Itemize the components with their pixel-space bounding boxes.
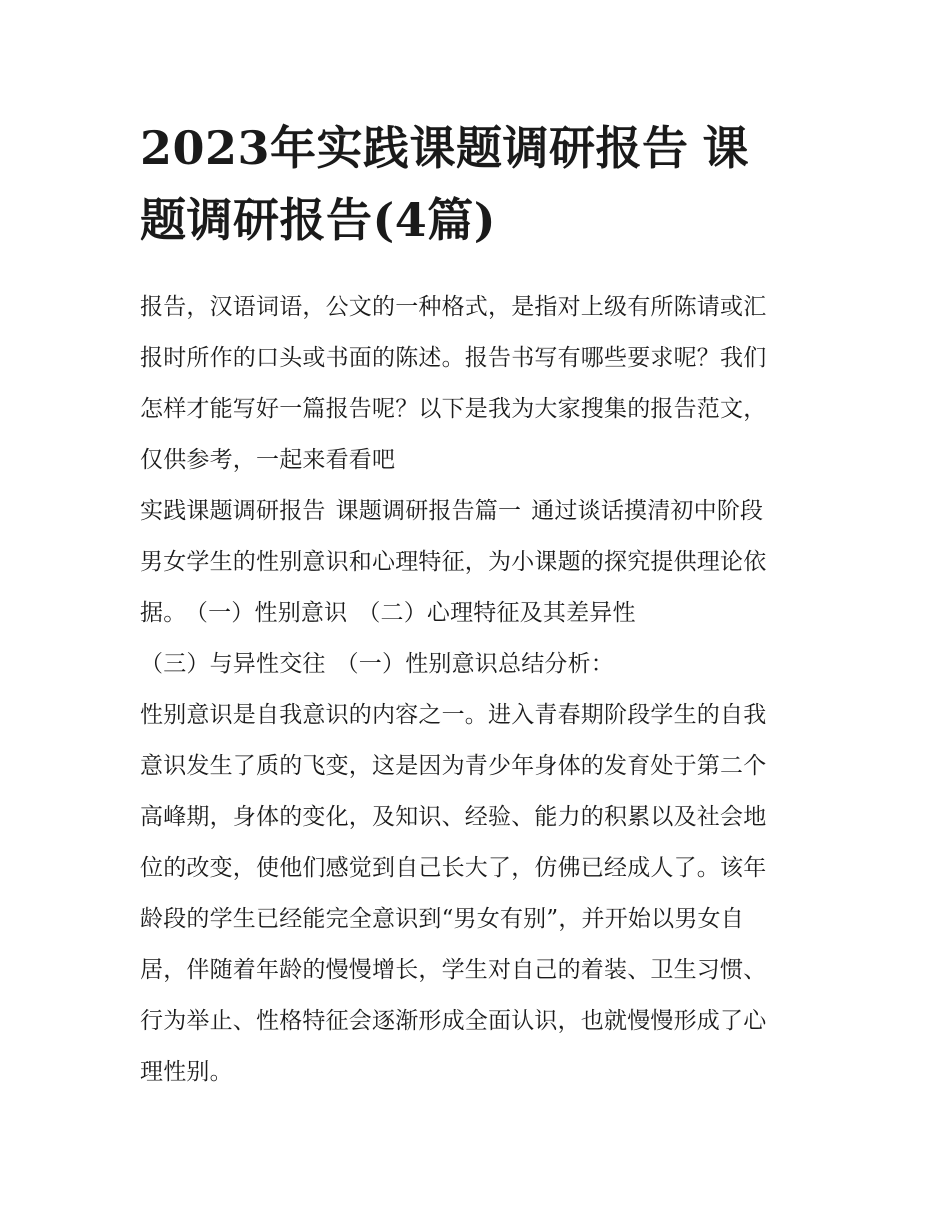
- body-text-segment: 行为举止、性格特征会逐渐形成全面认识，也就慢慢形成了心: [140, 1008, 767, 1034]
- body-text-segment: 通过谈话摸清初中阶段: [531, 498, 764, 524]
- body-text-segment: （三）与异性交往: [140, 651, 326, 677]
- body-text-segment: 实践课题调研报告: [140, 498, 326, 524]
- body-line: [140, 384, 820, 435]
- document-title: [140, 112, 820, 256]
- body-text-segment: 怎样才能写好一篇报告呢？以下是我为大家搜集的报告范文，: [140, 396, 767, 422]
- title-line-1: [140, 112, 820, 184]
- body-line: [140, 843, 820, 894]
- body-line: [140, 486, 820, 537]
- body-text-segment: 仅供参考，一起来看看吧: [140, 447, 396, 473]
- body-text-segment: 男女学生的性别意识和心理特征，为小课题的探究提供理论依: [140, 549, 767, 575]
- body-line: [140, 894, 820, 945]
- body-line: [140, 588, 820, 639]
- body-text-segment: 理性别。: [140, 1059, 233, 1085]
- body-text-segment: 性别意识是自我意识的内容之一。进入青春期阶段学生的自我: [140, 702, 767, 728]
- body-line: [140, 435, 820, 486]
- body-text-segment: 居，伴随着年龄的慢慢增长，学生对自己的着装、卫生习惯、: [140, 957, 767, 983]
- body-text-segment: （一）性别意识: [196, 600, 348, 626]
- body-text-segment: （一）性别意识总结分析：: [335, 651, 615, 677]
- body-text-segment: 据。: [140, 600, 187, 626]
- body-line: [140, 996, 820, 1047]
- title-line-2: 题调研报告(4篇): [140, 193, 497, 247]
- body-line: [140, 690, 820, 741]
- body-line: [140, 945, 820, 996]
- body-text-segment: 报告，汉语词语，公文的一种格式，是指对上级有所陈请或汇: [140, 294, 767, 320]
- body-line: [140, 282, 820, 333]
- body-text-segment: 意识发生了质的飞变，这是因为青少年身体的发育处于第二个: [140, 753, 767, 779]
- title-part: 2023年实践课题调研报告: [140, 121, 689, 175]
- body-line: [140, 1047, 820, 1098]
- body-text-segment: 课题调研报告篇一: [335, 498, 522, 524]
- body-text-segment: 龄段的学生已经能完全意识到“男女有别”，并开始以男女自: [140, 906, 744, 932]
- body-text-segment: （二）心理特征及其差异性: [357, 600, 636, 626]
- body-text-segment: 高峰期，身体的变化，及知识、经验、能力的积累以及社会地: [140, 804, 767, 830]
- body-line: [140, 333, 820, 384]
- title-part: 课: [702, 121, 750, 175]
- body-line: [140, 537, 820, 588]
- body-line: [140, 741, 820, 792]
- document-body: [140, 282, 820, 1098]
- body-text-segment: 报时所作的口头或书面的陈述。报告书写有哪些要求呢？我们: [140, 345, 767, 371]
- body-line: [140, 792, 820, 843]
- body-text-segment: 位的改变，使他们感觉到自己长大了，仿佛已经成人了。该年: [140, 855, 767, 881]
- body-line: [140, 639, 820, 690]
- document-page: [140, 112, 820, 1098]
